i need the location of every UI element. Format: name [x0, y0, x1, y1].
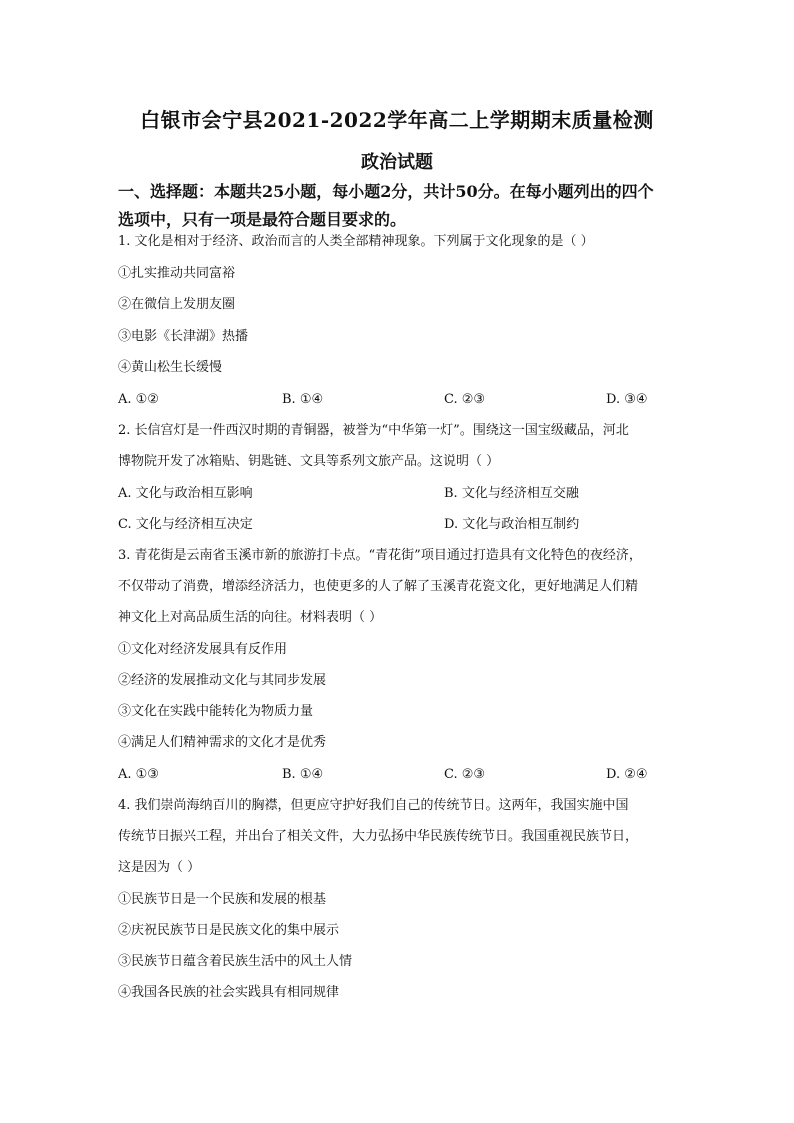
q2-option-b: B. 文化与经济相互交融 — [444, 486, 579, 501]
q3-option-c: C. ②③ — [444, 767, 486, 782]
q3-option-d: D. ②④ — [606, 767, 648, 782]
q1-option-b: B. ①④ — [282, 392, 324, 407]
exam-subtitle: 政治试题 — [361, 152, 433, 173]
q1-item-4: ④黄山松生长缓慢 — [118, 360, 223, 375]
q2-option-a: A. 文化与政治相互影响 — [118, 486, 253, 501]
q1-item-3: ③电影《长津湖》热播 — [118, 329, 249, 344]
q3-item-4: ④满足人们精神需求的文化才是优秀 — [118, 735, 327, 750]
q3-stem-line-2: 不仅带动了消费，增添经济活力，也使更多的人了解了玉溪青花瓷文化，更好地满足人们精 — [118, 579, 639, 594]
q3-stem-line-1: 3. 青花街是云南省玉溪市新的旅游打卡点。“青花街”项目通过打造具有文化特色的夜经济， — [118, 548, 642, 563]
q4-stem-line-3: 这是因为（ ） — [118, 860, 201, 875]
section-heading-line-1: 一、选择题：本题共25小题，每小题2分，共计50分。在每小题列出的四个 — [118, 182, 654, 201]
q2-stem-line-1: 2. 长信宫灯是一件西汉时期的青铜器，被誉为“中华第一灯”。围绕这一国宝级藏品，河北 — [118, 423, 629, 438]
q2-option-d: D. 文化与政治相互制约 — [444, 517, 580, 532]
exam-title: 白银市会宁县2021-2022学年高二上学期期末质量检测 — [140, 108, 654, 132]
q3-item-3: ③文化在实践中能转化为物质力量 — [118, 704, 314, 719]
q1-item-2: ②在微信上发朋友圈 — [118, 297, 236, 312]
q4-item-2: ②庆祝民族节日是民族文化的集中展示 — [118, 923, 340, 938]
q3-option-a: A. ①③ — [118, 767, 159, 782]
q4-item-3: ③民族节日蕴含着民族生活中的风土人情 — [118, 954, 353, 969]
q4-item-1: ①民族节日是一个民族和发展的根基 — [118, 892, 327, 907]
q1-stem: 1. 文化是相对于经济、政治而言的人类全部精神现象。下列属于文化现象的是（ ） — [118, 234, 594, 249]
q4-item-4: ④我国各民族的社会实践具有相同规律 — [118, 985, 340, 1000]
q3-option-b: B. ①④ — [282, 767, 324, 782]
q4-stem-line-1: 4. 我们崇尚海纳百川的胸襟，但更应守护好我们自己的传统节日。这两年，我国实施中国 — [118, 798, 629, 813]
section-heading-line-2: 选项中，只有一项是最符合题目要求的。 — [118, 210, 407, 229]
q3-item-2: ②经济的发展推动文化与其同步发展 — [118, 673, 327, 688]
section-heading — [118, 178, 678, 234]
q1-option-a: A. ①② — [118, 392, 159, 407]
q1-option-d: D. ③④ — [606, 392, 648, 407]
q3-stem-line-3: 神文化上对高品质生活的向往。材料表明（ ） — [118, 610, 383, 625]
q1-option-c: C. ②③ — [444, 392, 486, 407]
q3-item-1: ①文化对经济发展具有反作用 — [118, 642, 288, 657]
q2-stem-line-2: 博物院开发了冰箱贴、钥匙链、文具等系列文旅产品。这说明（ ） — [118, 454, 500, 469]
q2-option-c: C. 文化与经济相互决定 — [118, 517, 253, 532]
q1-item-1: ①扎实推动共同富裕 — [118, 266, 236, 281]
q4-stem-line-2: 传统节日振兴工程，并出台了相关文件，大力弘扬中华民族传统节日。我国重视民族节日， — [118, 829, 639, 844]
